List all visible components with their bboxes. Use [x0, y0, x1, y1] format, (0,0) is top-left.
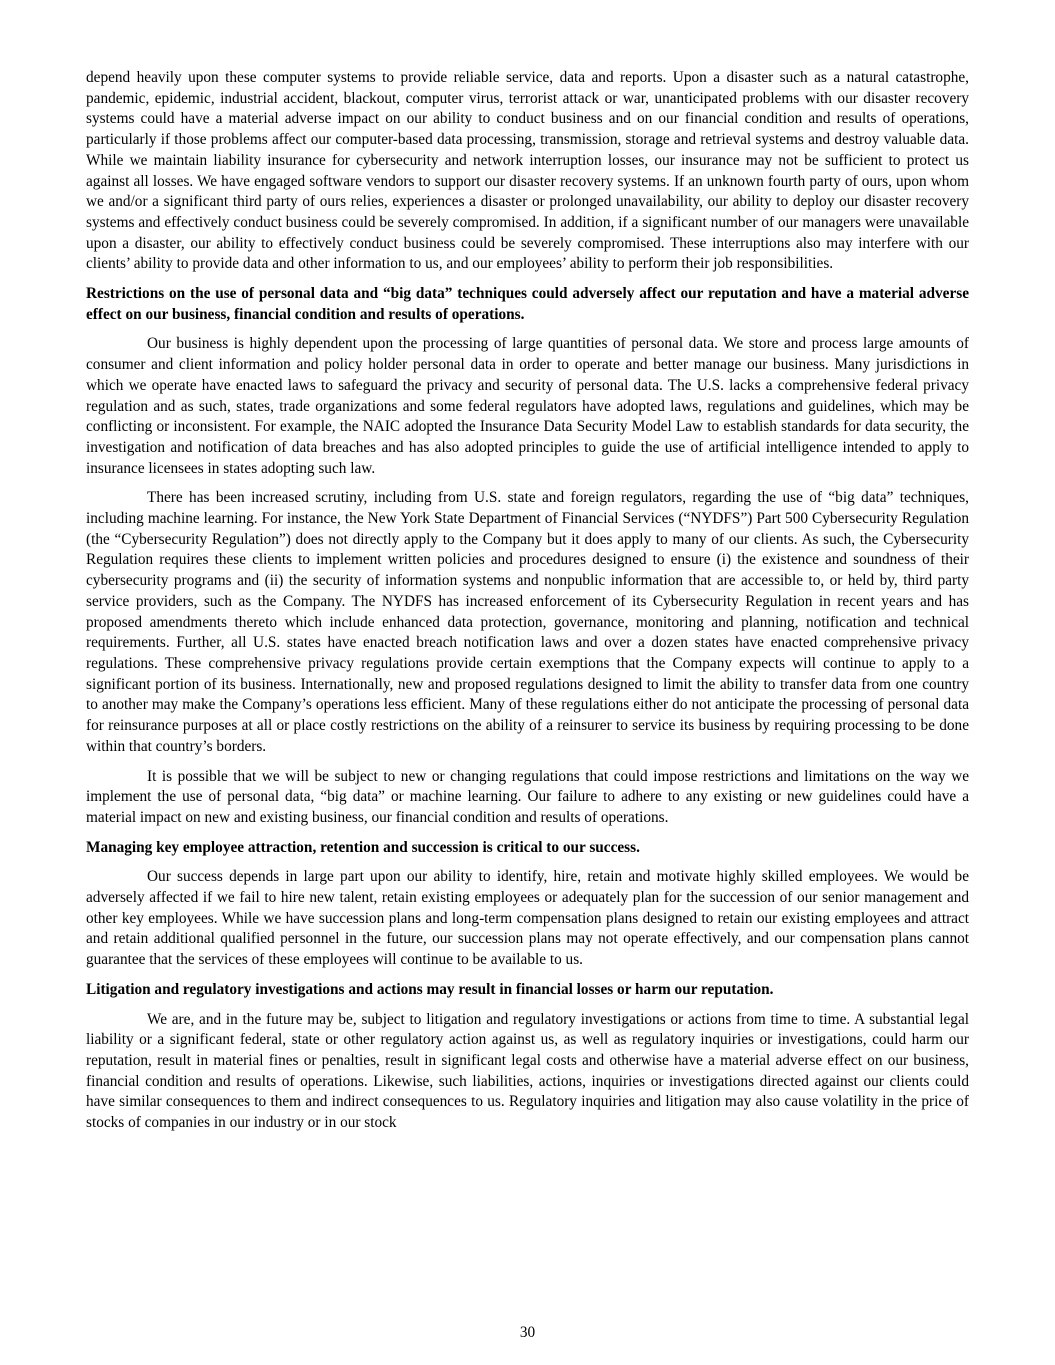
heading-litigation: Litigation and regulatory investigations and actions may result in financial losses or harm our reputation.	[86, 980, 774, 998]
paragraph-litigation: We are, and in the future may be, subject to litigation and regulatory investigations or actions from time to time. A substantial legal liability or a significant federal, state or other regulatory action against us, as well as regulatory inquiries or investigations, could harm our reputation, result in material fines or penalties, result in significant legal costs and otherwise have a material adverse effect on our business, financial condition and results of operations. Likewise, such liabilities, actions, inquiries or investigations directed against our clients could have similar consequences to them and indirect consequences to us. Regulatory inquiries and litigation may also cause volatility in the price of stocks of companies in our industry or in our stock	[86, 1010, 969, 1132]
heading-key-employees: Managing key employee attraction, retention and succession is critical to our success.	[86, 838, 640, 856]
paragraph-key-employees: Our success depends in large part upon our ability to identify, hire, retain and motivate highly skilled employees. We would be adversely affected if we fail to hire new talent, retain existing employees or adequately plan for the succession of our senior management and other key employees. While we have succession plans and long-term compensation plans designed to retain our existing employees and attract and retain additional qualified personnel in the future, our succession plans may not operate effectively, and our compensation plans cannot guarantee that the services of these employees will continue to be available to us.	[86, 868, 969, 969]
page-number: 30	[519, 1324, 536, 1341]
paragraph-personal-data: Our business is highly dependent upon the processing of large quantities of personal data. We store and process large amounts of consumer and client information and policy holder personal data in order to operate and better manage our business. Many jurisdictions in which we operate have enacted laws to safeguard the privacy and security of personal data. The U.S. lacks a comprehensive federal privacy regulation and as such, states, trade organizations and some federal regulators have adopted laws, regulations and guidelines, which may be conflicting or inconsistent. For example, the NAIC adopted the Insurance Data Security Model Law to establish standards for data security, the investigation and notification of data breaches and has also adopted principles to guide the use of artificial intelligence intended to apply to insurance licensees in states adopting such law.	[86, 335, 969, 477]
document-body	[86, 68, 969, 1143]
paragraph-disaster-recovery: depend heavily upon these computer systems to provide reliable service, data and reports. Upon a disaster such as a natural catastrophe, pandemic, epidemic, industrial accident, blackout, computer virus, terrorist attack or war, unanticipated problems with our disaster recovery systems could have a material adverse impact on our ability to conduct business and on our financial condition and results of operations, particularly if those problems affect our computer-based data processing, transmission, storage and retrieval systems and destroy valuable data. While we maintain liability insurance for cybersecurity and network interruption losses, our insurance may not be sufficient to protect us against all losses. We have engaged software vendors to support our disaster recovery systems. If an unknown fourth party of ours, upon whom we and/or a significant third party of ours relies, experiences a disaster or prolonged unavailability, our ability to deploy our disaster recovery systems and effectively conduct business could be severely compromised. In addition, if a significant number of our managers were unavailable upon a disaster, our ability to effectively conduct business could be severely compromised. These interruptions also may interfere with our clients’ ability to provide data and other information to us, and our employees’ ability to perform their job responsibilities.	[86, 69, 969, 273]
paragraph-new-regulations: It is possible that we will be subject to new or changing regulations that could impose restrictions and limitations on the way we implement the use of personal data, “big data” or machine learning. Our failure to adhere to any existing or new guidelines could have a material impact on new and existing business, our financial condition and results of operations.	[86, 767, 969, 826]
heading-personal-data: Restrictions on the use of personal data and “big data” techniques could adversely affect our reputation and have a material adverse effect on our business, financial condition and results of operations.	[86, 285, 969, 323]
paragraph-big-data-scrutiny: There has been increased scrutiny, including from U.S. state and foreign regulators, regarding the use of “big data” techniques, including machine learning. For instance, the New York State Department of Financial Services (“NYDFS”) Part 500 Cybersecurity Regulation (the “Cybersecurity Regulation”) does not directly apply to the Company but it does apply to many of our clients. As such, the Cybersecurity Regulation requires these clients to implement written policies and procedures designed to ensure (i) the existence and soundness of their cybersecurity programs and (ii) the security of information systems and nonpublic information that are accessible to, or held by, third party service providers, such as the Company. The NYDFS has increased enforcement of its Cybersecurity Regulation in recent years and has proposed amendments thereto which include enhanced data protection, governance, monitoring and planning, notification and technical requirements. Further, all U.S. states have enacted breach notification laws and over a dozen states have enacted comprehensive privacy regulations. These comprehensive privacy regulations provide certain exemptions that the Company expects will continue to apply to a significant portion of its business. Internationally, new and proposed regulations designed to limit the ability to transfer data from one country to another may make the Company’s operations less efficient. Many of these regulations either do not anticipate the processing of personal data for reinsurance purposes at all or place costly restrictions on the ability of a reinsurer to service its business by requiring processing to be done within that country’s borders.	[86, 489, 969, 755]
